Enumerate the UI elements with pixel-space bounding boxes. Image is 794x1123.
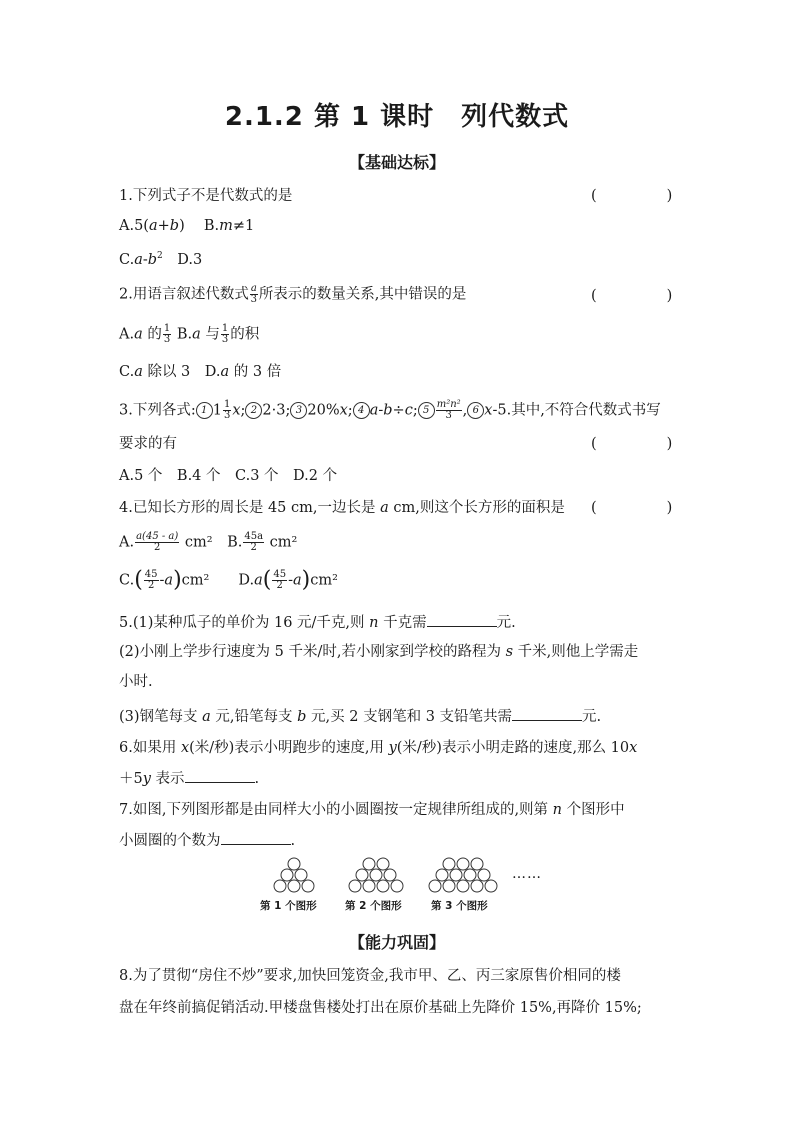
small-circle bbox=[363, 880, 375, 892]
answer-paren: ( ) bbox=[591, 436, 673, 452]
answer-paren: ( ) bbox=[591, 500, 673, 516]
question-5-part-3: (3)钢笔每支 a 元,铅笔每支 b 元,买 2 支钢笔和 3 支铅笔共需 元. bbox=[119, 706, 601, 727]
circled-number-5: 5 bbox=[418, 402, 435, 419]
question-2-options-cd: C.a 除以 3 D.a 的 3 倍 bbox=[119, 364, 282, 380]
small-circle bbox=[377, 858, 389, 870]
question-4-stem: 4.已知长方形的周长是 45 cm,一边长是 a cm,则这个长方形的面积是 bbox=[119, 500, 565, 516]
question-7-line-1: 7.如图,下列图形都是由同样大小的小圆圈按一定规律所组成的,则第 n 个图形中 bbox=[119, 802, 625, 818]
question-4-options-ab: A. $\frac{a(45 - a)}{2}$ cm² B. $\frac{45a}{2}$ cm² bbox=[119, 531, 298, 553]
figure-caption-3: 第 3 个图形 bbox=[431, 900, 488, 912]
question-4-options-cd: C.( $\frac{45}{2}$ -a)cm² D.a( $\frac{45}{2}$ -a)cm² bbox=[119, 567, 338, 593]
section-heading-ability: 【能力巩固】 bbox=[348, 933, 445, 952]
small-circle bbox=[295, 869, 307, 881]
small-circle bbox=[363, 858, 375, 870]
small-circle bbox=[281, 869, 293, 881]
answer-paren: ( ) bbox=[591, 288, 673, 304]
circled-number-4: 4 bbox=[353, 402, 370, 419]
small-circle bbox=[288, 880, 300, 892]
small-circle bbox=[471, 858, 483, 870]
question-3-stem-line2: 要求的有 bbox=[119, 436, 177, 452]
small-circle bbox=[443, 880, 455, 892]
section-heading-basic: 【基础达标】 bbox=[348, 153, 445, 172]
question-3-options: A.5 个 B.4 个 C.3 个 D.2 个 bbox=[119, 468, 338, 484]
answer-paren: ( ) bbox=[591, 188, 673, 204]
question-5-part-1: 5.(1)某种瓜子的单价为 16 元/千克,则 n 千克需 元. bbox=[119, 612, 516, 633]
figure-caption-2: 第 2 个图形 bbox=[345, 900, 402, 912]
circled-number-1: 1 bbox=[196, 402, 213, 419]
ellipsis: …… bbox=[512, 866, 542, 882]
figure-caption-1: 第 1 个图形 bbox=[260, 900, 317, 912]
small-circle bbox=[302, 880, 314, 892]
small-circle bbox=[450, 869, 462, 881]
question-6-line-1: 6.如果用 x(米/秒)表示小明跑步的速度,用 y(米/秒)表示小明走路的速度,那么 10x bbox=[119, 740, 638, 756]
small-circle bbox=[384, 869, 396, 881]
small-circle bbox=[377, 880, 389, 892]
page-title: 2.1.2 第 1 课时 列代数式 bbox=[224, 102, 570, 132]
question-5-part-2-end: 小时. bbox=[119, 674, 153, 690]
small-circle bbox=[443, 858, 455, 870]
question-2-options-ab: A.a 的 $\frac{1}{3}$ B.a 与 $\frac{1}{3}$ 的积 bbox=[119, 323, 260, 345]
small-circle bbox=[471, 880, 483, 892]
question-1-options-cd: $C.a-b^2$ D.3 bbox=[119, 251, 203, 268]
small-circle bbox=[356, 869, 368, 881]
small-circle bbox=[429, 880, 441, 892]
small-circle bbox=[485, 880, 497, 892]
answer-blank[interactable] bbox=[512, 706, 582, 721]
question-3-stem: 3.下列各式: 1 1 $\frac{1}{3}$ x; 2 2·3; 3 20%x; 4 a-b÷c; 5 $\frac{\text{m²n²}}{3}$ , 6 x-5.其中,不符合代数式书写 bbox=[119, 399, 661, 421]
question-8-line-2: 盘在年终前搞促销活动.甲楼盘售楼处打出在原价基础上先降价 15%,再降价 15%; bbox=[119, 1000, 642, 1016]
answer-blank[interactable] bbox=[185, 768, 255, 783]
question-1-stem: 1.下列式子不是代数式的是 bbox=[119, 188, 293, 204]
circled-number-2: 2 bbox=[245, 402, 262, 419]
small-circle bbox=[478, 869, 490, 881]
question-5-part-2: (2)小刚上学步行速度为 5 千米/时,若小刚家到学校的路程为 s 千米,则他上学需走 bbox=[119, 644, 639, 660]
small-circle bbox=[436, 869, 448, 881]
question-6-line-2: ＋5y 表示 . bbox=[119, 768, 259, 789]
answer-blank[interactable] bbox=[427, 612, 497, 627]
circled-number-6: 6 bbox=[467, 402, 484, 419]
small-circle bbox=[391, 880, 403, 892]
small-circle bbox=[288, 858, 300, 870]
circle-pattern-figure bbox=[250, 856, 550, 896]
question-8-line-1: 8.为了贯彻“房住不炒”要求,加快回笼资金,我市甲、乙、丙三家原售价相同的楼 bbox=[119, 968, 621, 984]
small-circle bbox=[349, 880, 361, 892]
circled-number-3: 3 bbox=[290, 402, 307, 419]
question-7-line-2: 小圆圈的个数为 . bbox=[119, 830, 295, 851]
small-circle bbox=[274, 880, 286, 892]
small-circle bbox=[457, 880, 469, 892]
small-circle bbox=[370, 869, 382, 881]
small-circle bbox=[457, 858, 469, 870]
question-1-options-ab: A.5(a+b) B.m≠1 bbox=[119, 218, 255, 234]
answer-blank[interactable] bbox=[221, 830, 291, 845]
small-circle bbox=[464, 869, 476, 881]
question-2-stem: 2.用语言叙述代数式 $\frac{a}{3}$ 所表示的数量关系,其中错误的是 bbox=[119, 283, 467, 305]
fraction: $\frac{a}{3}$ bbox=[250, 283, 258, 305]
